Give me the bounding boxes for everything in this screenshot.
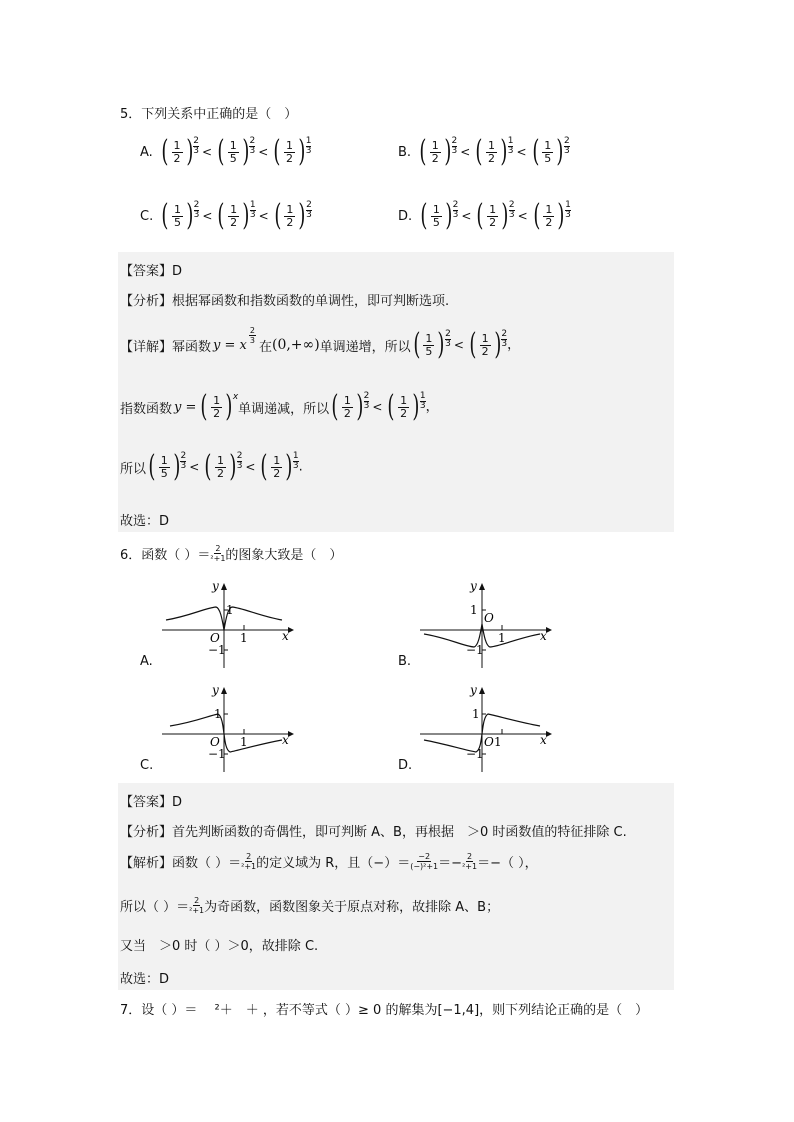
q5-detail-line3	[120, 449, 303, 484]
detail-inequality-1: ( $\frac{1}{5}$ ) $^{2 3}$ < ( $\frac{1}{2}$ ) $^{2 3}$ ，	[411, 330, 520, 360]
q6-solution-box	[118, 783, 674, 990]
origin-label: O	[210, 735, 220, 749]
one-label: 1	[240, 631, 248, 645]
exp-function: y =	[174, 399, 197, 415]
x-label: x	[282, 733, 289, 747]
frac-den: (−)²+1	[410, 862, 439, 871]
q5-detail-line1: 【详解】 幂函数 y = x $\frac{2}{3}$ 在 (0,+∞) 单调递增，所以 ( $\frac{1}{5}$ ) $^{2 3}$ < ( $\frac{1}{2}$ ) $^{2 3}$ ，	[120, 326, 521, 362]
detail-text: 单调递增，所以	[319, 339, 411, 355]
detail-text: 幂函数	[172, 339, 212, 355]
q5-analysis: 【分析】根据幂函数和指数函数的单调性，即可判断选项.	[120, 294, 450, 309]
detail-text: 在	[258, 339, 272, 355]
neg-one-label: −1	[466, 643, 484, 657]
detail-text: 所以	[120, 461, 147, 477]
q5-choice: 故选：D	[120, 514, 170, 529]
q6-answer: 【答案】D	[120, 795, 183, 810]
power-term: ( $\frac{1}{2}$ ) $^{2 3}$	[331, 389, 370, 424]
solution-text: 的定义域为 R，且（−）＝	[256, 856, 411, 871]
power-term: ( $\frac{1}{5}$ ) $^{2 3}$	[161, 198, 200, 233]
solution-text: 【解析】函数（ ）＝	[120, 856, 242, 871]
graph-c	[140, 682, 300, 782]
option-letter: A.	[140, 144, 153, 160]
power-term: ( $\frac{1}{5}$ ) $^{2 3}$	[413, 327, 451, 362]
power-term: ( $\frac{1}{2}$ ) $^{2 3}$	[469, 327, 508, 362]
power-term: ( $\frac{1}{2}$ ) $^{1 3}$	[260, 449, 299, 484]
y-label: y	[470, 579, 477, 593]
power-term: ( $\frac{1}{5}$ ) $^{2 3}$	[148, 449, 187, 484]
origin-label: O	[210, 631, 220, 645]
detail-inequality-3: ( $\frac{1}{5}$ ) $^{2 3}$ < ( $\frac{1}{2}$ ) $^{2 3}$ < ( $\frac{1}{2}$ ) $^{1 3}$ .	[146, 452, 303, 482]
power-term: ( $\frac{1}{5}$ ) $^{2 3}$	[531, 134, 570, 169]
solution-text: 所以（ ）＝	[120, 900, 190, 915]
q5-answer: 【答案】D	[120, 264, 183, 279]
interval: (0,+∞)	[271, 337, 320, 353]
neg-one-label: −1	[208, 747, 226, 761]
option-letter: C.	[140, 208, 154, 224]
option-b-label: B.	[398, 654, 412, 669]
x-arrow-icon	[288, 627, 294, 633]
frac-num: 2	[246, 852, 252, 861]
q6-choice: 故选：D	[120, 972, 170, 987]
x-label: x	[540, 629, 547, 643]
q6-solution-line3: 又当 ＞0 时（ ）＞0，故排除 C.	[120, 939, 319, 954]
one-label-y: 1	[214, 707, 222, 721]
detail-text: 单调递减，所以	[238, 401, 330, 417]
q6-solution-line2	[120, 896, 499, 915]
power-function: y = x	[213, 337, 247, 353]
solution-text: ＝−（ ），	[477, 856, 538, 871]
option-letter: B.	[398, 144, 412, 160]
q7-title: 7．设（ ）＝ ²＋ ＋ ，若不等式（ ）≥ 0 的解集为[−1,4]，则下列结论正确的是（ ）	[120, 1003, 649, 1018]
frac-den: ²+1	[189, 906, 205, 915]
analysis-text: 【分析】首先判断函数的奇偶性，即可判断 A、B，再根据	[120, 825, 454, 840]
power-term: ( $\frac{1}{2}$ ) $^{2 3}$	[419, 134, 458, 169]
q5-title: 5．下列关系中正确的是（ ）	[120, 107, 298, 122]
option-c-label: C.	[140, 758, 154, 773]
detail-inequality-2: ( $\frac{1}{2}$ ) $^{2 3}$ < ( $\frac{1}{2}$ ) $^{1 3}$ ，	[329, 392, 438, 422]
analysis-text: ＞0 时函数值的特征排除 C.	[466, 825, 627, 840]
power-term: ( $\frac{1}{2}$ ) $^{2 3}$	[274, 198, 312, 233]
q6-title-text: 的图象大致是（ ）	[225, 548, 343, 563]
y-arrow-icon	[479, 583, 485, 590]
power-term: ( $\frac{1}{2}$ ) $^{1 3}$	[273, 134, 312, 169]
q5-option-b: B. ( $\frac{1}{2}$ ) $^{2 3}$ < ( $\frac{1}{2}$ ) $^{1 3}$ < ( $\frac{1}{5}$ ) $^{2 3}$	[398, 134, 570, 169]
option-d-label: D.	[398, 758, 413, 773]
frac-num: 2	[467, 852, 473, 861]
one-label: 1	[494, 735, 502, 749]
origin-label: O	[484, 735, 494, 749]
solution-text: ＝−	[438, 856, 463, 871]
curve	[170, 714, 282, 752]
x-arrow-icon	[288, 731, 294, 737]
q5-detail-line2: 指数函数 y = ( $\frac{1}{2}$ ) $^x$ 单调递减，所以 ( $\frac{1}{2}$ ) $^{2 3}$ < ( $\frac{1}{2}$ ) $^{1 3}$ ，	[120, 389, 439, 424]
one-label: 1	[498, 631, 506, 645]
y-arrow-icon	[479, 687, 485, 694]
q5-option-d: D. ( $\frac{1}{5}$ ) $^{2 3}$ < ( $\frac{1}{2}$ ) $^{2 3}$ < ( $\frac{1}{2}$ ) $^{1 3}$	[398, 198, 571, 233]
graph-a	[140, 578, 300, 678]
power-term: ( $\frac{1}{2}$ ) $^{1 3}$	[475, 134, 514, 169]
frac-num: 2	[194, 896, 200, 905]
x-arrow-icon	[546, 627, 552, 633]
graph-b	[398, 578, 558, 678]
one-label-y: 1	[470, 603, 478, 617]
graph-d	[398, 682, 558, 782]
y-arrow-icon	[221, 583, 227, 590]
power-term: ( $\frac{1}{2}$ ) $^{1 3}$	[532, 198, 571, 233]
power-term: ( $\frac{1}{5}$ ) $^{2 3}$	[217, 134, 256, 169]
frac-num: −2	[418, 852, 431, 861]
power-term: ( $\frac{1}{2}$ ) $^{2 3}$	[161, 134, 199, 169]
one-label-y: 1	[472, 707, 480, 721]
power-term: ( $\frac{1}{2}$ ) $^{1 3}$	[387, 389, 426, 424]
one-label-y: 1	[226, 603, 234, 617]
power-term: ( $\frac{1}{2}$ ) $^{1 3}$	[217, 198, 256, 233]
q6-title	[120, 544, 342, 563]
y-label: y	[212, 683, 219, 697]
power-term: ( $\frac{1}{2}$ ) $^{2 3}$	[204, 449, 243, 484]
q6-analysis	[120, 821, 627, 840]
q5-option-c: C. ( $\frac{1}{5}$ ) $^{2 3}$ < ( $\frac{1}{2}$ ) $^{1 3}$ < ( $\frac{1}{2}$ ) $^{2 3}$	[140, 198, 312, 233]
one-label: 1	[240, 735, 248, 749]
detail-text: 指数函数	[120, 401, 173, 417]
frac-num: 2	[215, 544, 221, 553]
detail-tag: 【详解】	[120, 339, 173, 355]
origin-label: O	[484, 611, 494, 625]
x-arrow-icon	[546, 731, 552, 737]
q6-solution-line1	[120, 852, 538, 871]
option-a-label: A.	[140, 654, 153, 669]
q6-title-text: 6．函数（ ）＝	[120, 548, 211, 563]
solution-text: 为奇函数，函数图象关于原点对称，故排除 A、B；	[204, 900, 500, 915]
frac-den: ²+1	[241, 862, 257, 871]
power-term: ( $\frac{1}{2}$ ) $^{2 3}$	[476, 198, 515, 233]
x-label: x	[540, 733, 547, 747]
power-term: ( $\frac{1}{5}$ ) $^{2 3}$	[420, 198, 459, 233]
y-arrow-icon	[221, 687, 227, 694]
option-letter: D.	[398, 208, 413, 224]
frac-den: ²+1	[462, 862, 478, 871]
neg-one-label: −1	[208, 643, 226, 657]
q5-option-a: A. ( $\frac{1}{2}$ ) $^{2 3}$ < ( $\frac{1}{5}$ ) $^{2 3}$ < ( $\frac{1}{2}$ ) $^{1 3}$	[140, 134, 312, 169]
x-label: x	[282, 629, 289, 643]
frac-den: ²+1	[210, 554, 226, 563]
neg-one-label: −1	[466, 747, 484, 761]
y-label: y	[212, 579, 219, 593]
y-label: y	[470, 683, 477, 697]
